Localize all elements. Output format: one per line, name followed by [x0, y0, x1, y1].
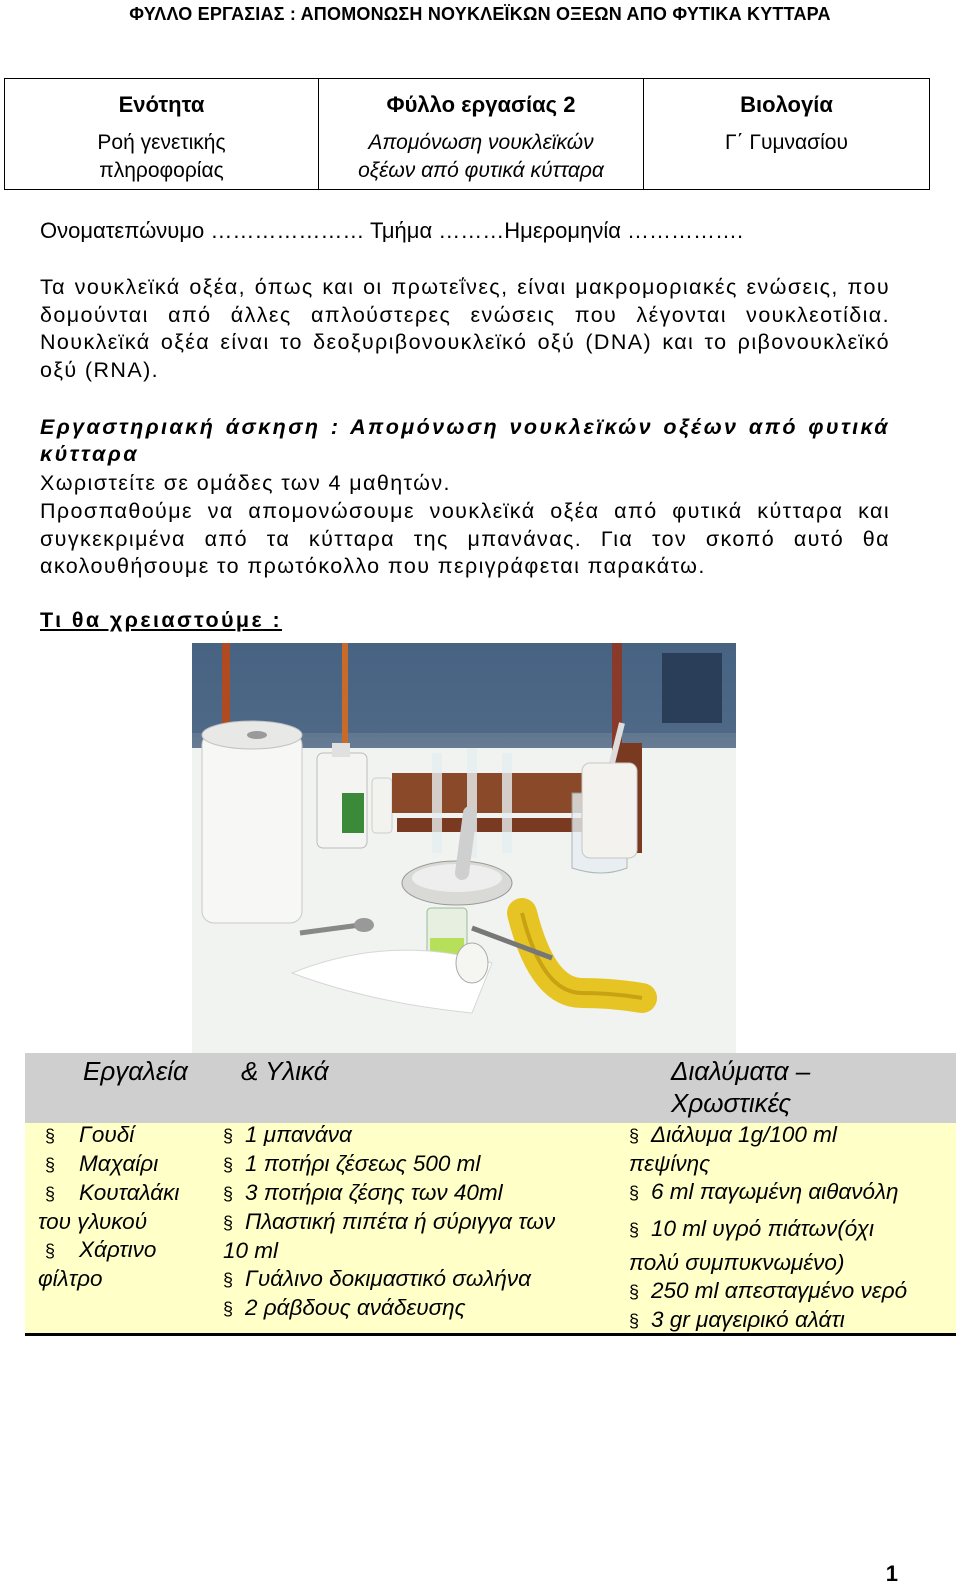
sheet-label: Φύλλο εργασίας 2 — [386, 92, 576, 117]
unit-value-line-1: Ροή γενετικής — [97, 131, 226, 154]
lab-equipment-photo — [192, 643, 736, 1053]
material-item-continuation: 10 ml — [223, 1238, 279, 1263]
material-item: § Γυάλινο δοκιμαστικό σωλήνα — [223, 1265, 623, 1294]
subject-label: Βιολογία — [740, 92, 833, 117]
tools-header: Εργαλεία — [83, 1056, 188, 1086]
sheet-cell — [319, 79, 644, 190]
tool-item-continuation: φίλτρο — [38, 1266, 103, 1291]
tool-item: § Γουδί — [25, 1121, 215, 1150]
unit-label: Ενότητα — [118, 92, 205, 117]
table-bottom-rule — [25, 1333, 956, 1336]
bullet-icon: § — [223, 1184, 234, 1204]
bullet-icon: § — [45, 1126, 56, 1146]
tools-column — [25, 1121, 215, 1293]
solution-item: § Διάλυμα 1g/100 ml — [629, 1121, 954, 1150]
intro-paragraph: Τα νουκλεϊκά οξέα, όπως και οι πρωτεΐνες, είναι μακρομοριακές ενώσεις, που δομούνται από άλλες απλούστερες ενώσεις που λέγονται νουκλεοτίδια. Νουκλεϊκά οξέα είναι το δεοξυριβονουκλεϊκό οξύ (DNA) και το ριβονουκλεϊκό οξύ (RNA). — [40, 275, 890, 382]
sheet-value-line-2: οξέων από φυτικά κύτταρα — [358, 159, 604, 182]
tool-item: § Μαχαίρι — [25, 1150, 215, 1179]
solution-item-continuation: πεψίνης — [629, 1151, 711, 1176]
student-info-line: Ονοματεπώνυμο ………………… Τμήμα ………Ημερομηνία ……………. — [40, 218, 744, 243]
unit-value-line-2: πληροφορίας — [99, 159, 224, 182]
bullet-icon: § — [223, 1299, 234, 1319]
solutions-header — [671, 1055, 810, 1119]
solution-item: § 6 ml παγωμένη αιθανόλη — [629, 1178, 954, 1207]
materials-header-row — [25, 1053, 956, 1123]
lab-exercise-heading: Εργαστηριακή άσκηση : Απομόνωση νουκλεϊκών οξέων από φυτικά κύτταρα — [40, 415, 890, 466]
bullet-icon: § — [629, 1126, 640, 1146]
needs-heading: Τι θα χρειαστούμε : — [40, 608, 283, 632]
solution-item: § 250 ml απεσταγμένο νερό — [629, 1277, 954, 1306]
sheet-value — [323, 129, 639, 185]
page-number: 1 — [885, 1561, 898, 1586]
header-table — [4, 78, 930, 190]
items-column — [223, 1121, 623, 1323]
subject-value: Γ΄ Γυμνασίου — [725, 131, 848, 154]
material-item: § 2 ράβδους ανάδευσης — [223, 1294, 623, 1323]
bullet-icon: § — [45, 1184, 56, 1204]
solution-item-continuation: πολύ συμπυκνωμένο) — [629, 1250, 845, 1275]
bullet-icon: § — [629, 1282, 640, 1302]
material-item: § 1 ποτήρι ζέσεως 500 ml — [223, 1150, 623, 1179]
bullet-icon: § — [629, 1183, 640, 1203]
solutions-header-line-2: Χρωστικές — [671, 1088, 792, 1118]
bullet-icon: § — [223, 1213, 234, 1233]
bullet-icon: § — [223, 1126, 234, 1146]
unit-value — [9, 129, 314, 185]
bullet-icon: § — [629, 1220, 640, 1240]
bullet-icon: § — [629, 1311, 640, 1331]
tool-item: § Κουταλάκι — [25, 1179, 215, 1208]
material-item: § Πλαστική πιπέτα ή σύριγγα των — [223, 1208, 623, 1237]
document-title: ΦΥΛΛΟ ΕΡΓΑΣΙΑΣ : ΑΠΟΜΟΝΩΣΗ ΝΟΥΚΛΕΪΚΩΝ ΟΞΕΩΝ ΑΠΟ ΦΥΤΙΚΑ ΚΥΤΤΑΡΑ — [129, 4, 831, 24]
purpose-paragraph: Προσπαθούμε να απομονώσουμε νουκλεϊκά οξέα από φυτικά κύτταρα και συγκεκριμένα από τα κύτταρα της μπανάνας. Για τον σκοπό αυτό θα ακολουθήσουμε το πρωτόκολλο που περιγράφεται παρακάτω. — [40, 499, 890, 578]
bullet-icon: § — [223, 1155, 234, 1175]
material-item: § 1 μπανάνα — [223, 1121, 623, 1150]
bullet-icon: § — [45, 1241, 56, 1261]
solutions-header-line-1: Διαλύματα – — [671, 1056, 811, 1086]
materials-header: & Υλικά — [241, 1056, 329, 1086]
tool-item: § Χάρτινο — [25, 1236, 215, 1265]
solutions-column — [629, 1121, 954, 1335]
bullet-icon: § — [45, 1155, 56, 1175]
materials-table-body — [25, 1123, 956, 1333]
subject-cell — [644, 79, 930, 190]
sheet-value-line-1: Απομόνωση νουκλεϊκών — [368, 131, 594, 154]
bullet-icon: § — [223, 1270, 234, 1290]
solution-item: § 10 ml υγρό πιάτων(όχι — [629, 1215, 954, 1244]
groups-instruction: Χωριστείτε σε ομάδες των 4 μαθητών. — [40, 471, 451, 495]
material-item: § 3 ποτήρια ζέσης των 40ml — [223, 1179, 623, 1208]
tool-item-continuation: του γλυκού — [38, 1209, 148, 1234]
unit-cell — [5, 79, 319, 190]
solution-item: § 3 gr μαγειρικό αλάτι — [629, 1306, 954, 1335]
